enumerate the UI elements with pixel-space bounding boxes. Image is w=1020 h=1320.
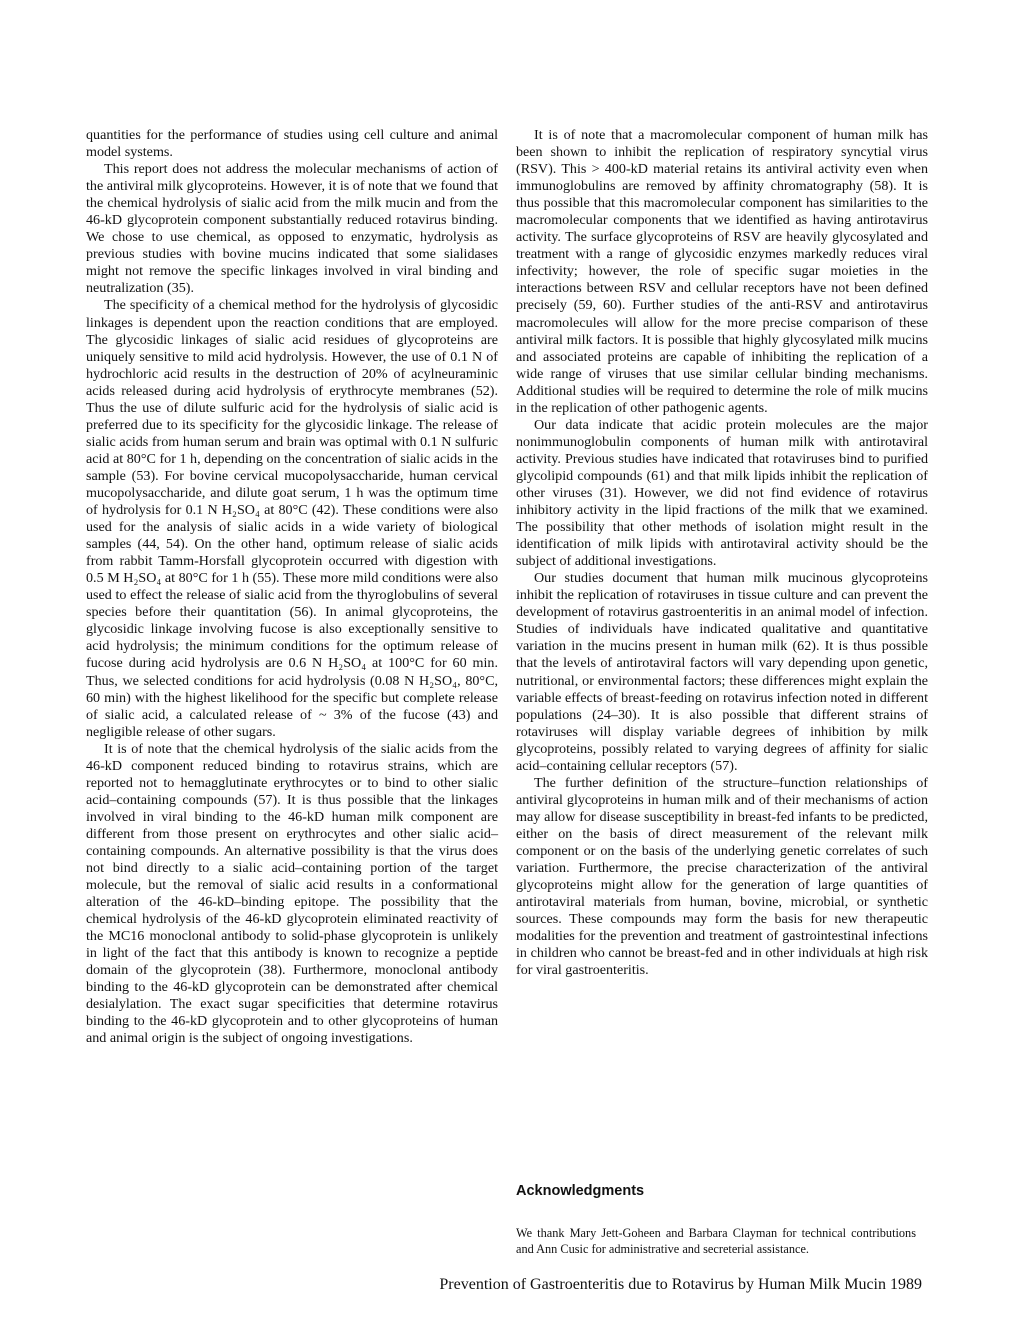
paragraph: The further definition of the structure–function relationships of antiviral glycoproteins in human milk and of their mechanisms of action may allow for disease susceptibility in breast-fed infants to be predicted, either on the basis of direct measurement of the relevant milk component or on the basis of the underlying genetic correlates of such variation. Furthermore, the precise characterization of the antiviral glycoproteins might allow for the generation of large quantities of antirotaviral materials from human, bovine, microbial, or synthetic sources. These compounds may form the basis for new therapeutic modalities for the prevention and treatment of gastrointestinal infections in children who cannot be breast-fed and in other individuals at high risk for viral gastroenteritis. (516, 774, 928, 979)
acknowledgments-heading: Acknowledgments (516, 1183, 645, 1199)
left-column (86, 127, 498, 1048)
paragraph: It is of note that the chemical hydrolysis of the sialic acids from the 46-kD component reduced binding to rotavirus strains, which are reported not to hemagglutinate erythrocytes or to bind to other sialic acid–containing compounds (57). It is thus possible that the linkages involved in viral binding to the 46-kD human milk component are different from those present on erythrocytes and other sialic acid–containing compounds. An alternative possibility is that the virus does not bind directly to a sialic acid–containing portion of the target molecule, but the removal of sialic acid results in a conformational alteration of the 46-kD–binding epitope. The possibility that the chemical hydrolysis of the 46-kD glycoprotein eliminated reactivity of the MC16 monoclonal antibody to solid-phase glycoprotein is unlikely in light of the fact that this antibody is known to recognize a peptide domain of the glycoprotein (38). Furthermore, monoclonal antibody binding to the 46-kD glycoprotein can be demonstrated after chemical desialylation. The exact sugar specificities that determine rotavirus binding to the 46-kD glycoprotein and to other glycoproteins of human and animal origin is the subject of ongoing investigations. (86, 740, 498, 1047)
page-footer (439, 1276, 922, 1294)
acknowledgments-text: We thank Mary Jett-Goheen and Barbara Clayman for technical contributions and Ann Cusic for administrative and secreterial assistance. (516, 1226, 916, 1256)
paragraph: quantities for the performance of studies using cell culture and animal model systems. (86, 127, 498, 161)
paragraph: The specificity of a chemical method for the hydrolysis of glycosidic linkages is dependent upon the reaction conditions that are employed. The glycosidic linkages of sialic acid residues of glycoproteins are uniquely sensitive to mild acid hydrolysis. However, the use of 0.1 N of hydrochloric acid results in the destruction of 20% of acylneuraminic acids released during acid hydrolysis of erythrocyte membranes (52). Thus the use of dilute sulfuric acid for the hydrolysis of sialic acid is preferred due to its specificity for the glycosidic linkage. The release of sialic acids from human serum and brain was optimal with 0.1 N sulfuric acid at 80°C for 1 h, depending on the concentration of sialic acids in the sample (53). For bovine cervical mucopolysaccharide, human cervical mucopolysaccharide, and dilute goat serum, 1 h was the optimum time of hydrolysis for 0.1 N H₂SO₄ at 80°C (42). These conditions were also used for the analysis of sialic acids in a wide variety of biological samples (44, 54). On the other hand, optimum release of sialic acids from rabbit Tamm-Horsfall glycoprotein occurred with digestion with 0.5 M H₂SO₄ at 80°C for 1 h (55). These more mild conditions were also used to effect the release of sialic acid from the thyroglobulins of several species before their quantitation (56). In animal glycoproteins, the glycosidic linkage involving fucose is also exceptionally sensitive to acid hydrolysis; the minimum conditions for the optimum release of fucose during acid hydrolysis are 0.6 N H₂SO₄ at 100°C for 60 min. Thus, we selected conditions for acid hydrolysis (0.08 N H₂SO₄, 80°C, 60 min) with the highest likelihood for the specific but complete release of sialic acid, a calculated release of ~ 3% of the fucose (43) and negligible release of other sugars. (86, 297, 498, 740)
page-number: 1989 (890, 1276, 922, 1293)
paragraph: Our studies document that human milk mucinous glycoproteins inhibit the replication of rotaviruses in tissue culture and can prevent the development of rotavirus gastroenteritis in an animal model of infection. Studies of individuals have indicated qualitative and quantitative variation in the mucins present in human milk (62). It is thus possible that the levels of antirotaviral factors will vary depending upon genetic, nutritional, or environmental factors; these differences might explain the variable effects of breast-feeding on rotavirus infection noted in different populations (24–30). It is also possible that different strains of rotaviruses will display variable degrees of inhibition by milk glycoproteins, possibly related to varying degrees of affinity for sialic acid–containing cellular receptors (57). (516, 570, 928, 774)
paragraph: This report does not address the molecular mechanisms of action of the antiviral milk glycoproteins. However, it is of note that we found that the chemical hydrolysis of sialic acid from the milk mucin and from the 46-kD glycoprotein component substantially reduced rotavirus binding. We chose to use chemical, as opposed to enzymatic, hydrolysis as previous studies with bovine mucins indicated that some sialidases might not remove the specific linkages involved in viral binding and neutralization (35). (86, 161, 498, 297)
paragraph: It is of note that a macromolecular component of human milk has been shown to inhibit the replication of respiratory syncytial virus (RSV). This > 400-kD material retains its antiviral activity even when immunoglobulins are removed by affinity chromatography (58). It is thus possible that this macromolecular component has similarities to the macromolecular components that we identified as having antirotavirus activity. The surface glycoproteins of RSV are heavily glycosylated and treatment with a range of glycosidic enzymes markedly reduces viral infectivity; however, the role of specific sugar moieties in the interactions between RSV and cellular receptors have not been defined precisely (59, 60). Further studies of the anti-RSV and antirotavirus macromolecules will allow for the more precise comparison of these antiviral milk factors. It is possible that highly glycosylated milk mucins and associated proteins are capable of inhibiting the replication of a wide range of viruses that use similar cellular binding mechanisms. Additional studies will be required to determine the role of milk mucins in the replication of other pathogenic agents. (516, 127, 928, 416)
running-title: Prevention of Gastroenteritis due to Rotavirus by Human Milk Mucin (439, 1276, 886, 1293)
right-column (516, 127, 928, 979)
paragraph: Our data indicate that acidic protein molecules are the major nonimmunoglobulin components of human milk with antirotaviral activity. Previous studies have indicated that rotaviruses bind to purified glycolipid compounds (61) and that milk lipids inhibit the replication of other viruses (31). However, we did not find evidence of rotavirus inhibitory activity in the lipid fractions of the milk that we examined. The possibility that other methods of isolation might result in the identification of milk lipids with antirotaviral activity should be the subject of additional investigations. (516, 416, 928, 570)
